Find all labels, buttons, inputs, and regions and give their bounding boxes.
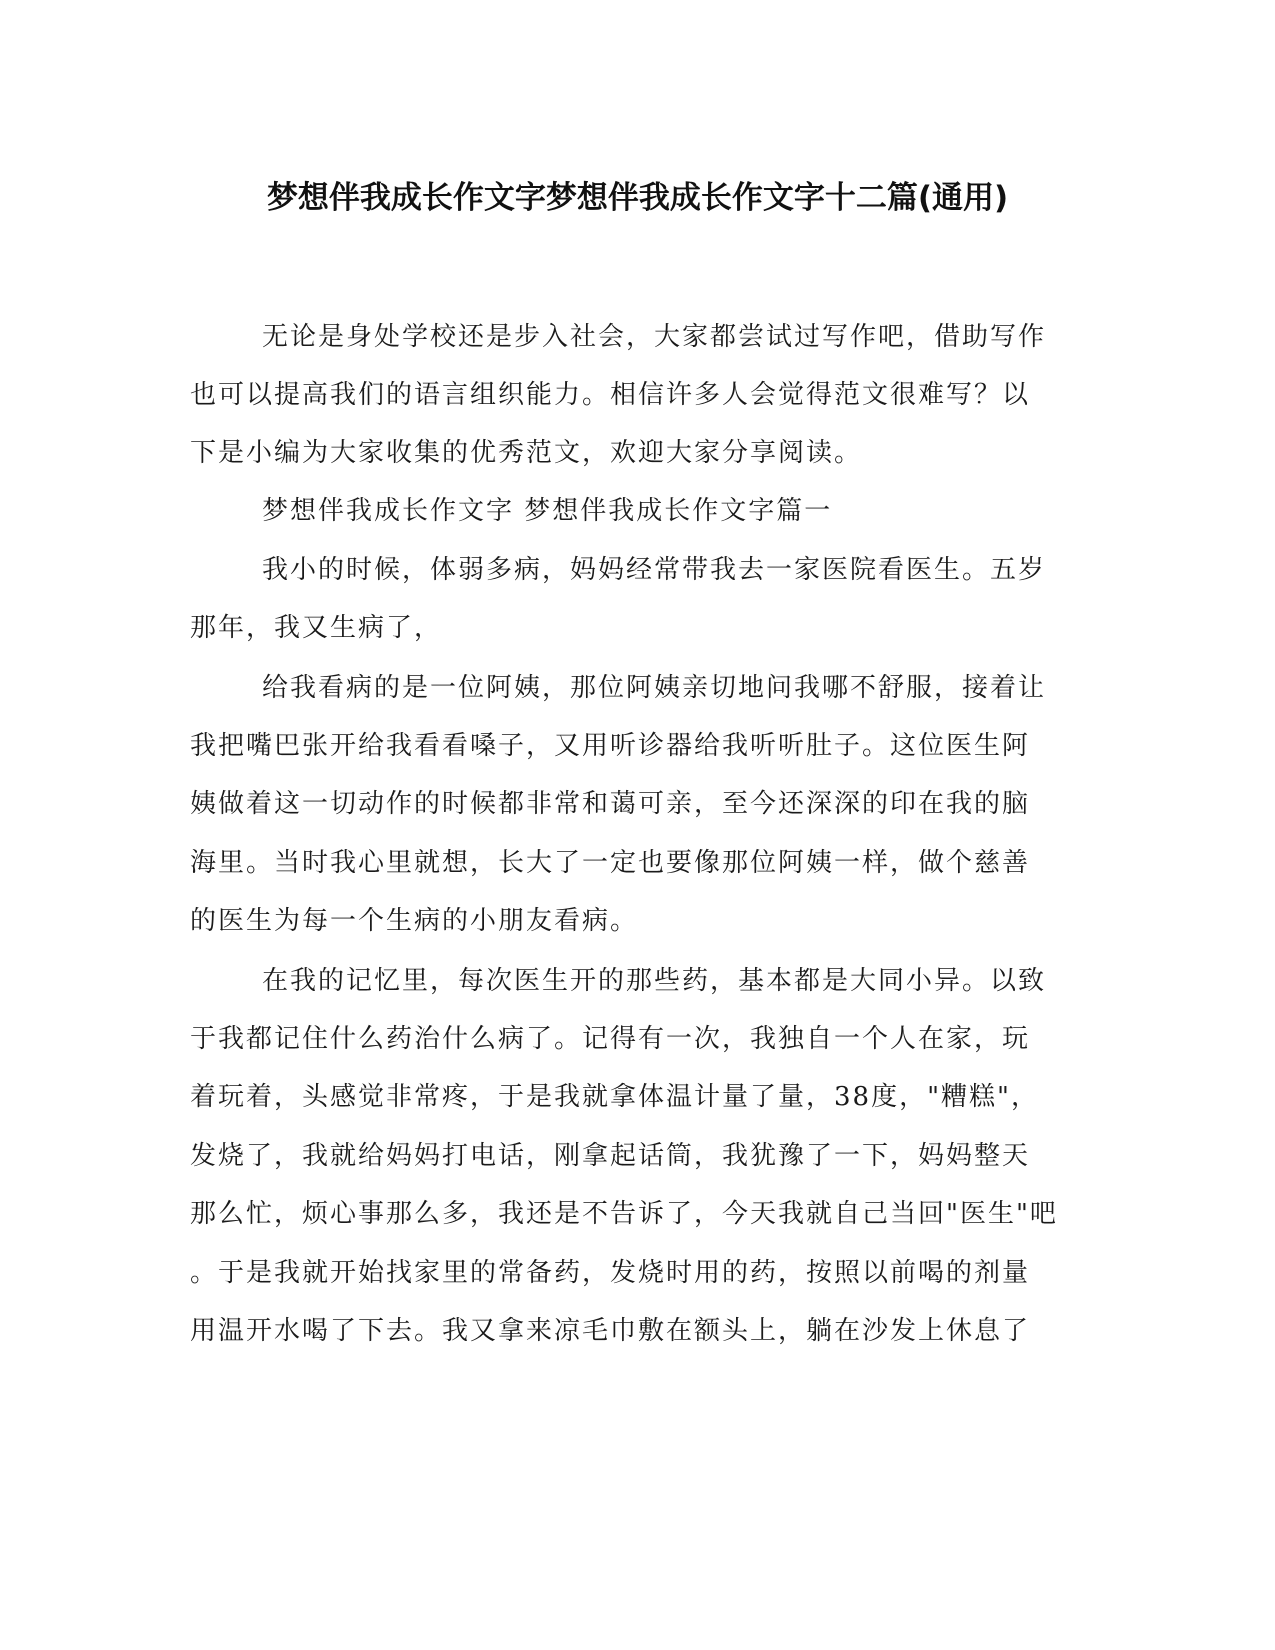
paragraph-line: 海里。当时我心里就想，长大了一定也要像那位阿姨一样，做个慈善 xyxy=(190,848,1031,878)
paragraph-line: 姨做着这一切动作的时候都非常和蔼可亲，至今还深深的印在我的脑 xyxy=(190,789,1031,819)
paragraph-line: 无论是身处学校还是步入社会，大家都尝试过写作吧，借助写作 xyxy=(262,322,1047,352)
paragraph-line: 下是小编为大家收集的优秀范文，欢迎大家分享阅读。 xyxy=(190,438,863,468)
paragraph-line: 着玩着，头感觉非常疼，于是我就拿体温计量了量，38度，"糟糕"， xyxy=(190,1082,1040,1112)
paragraph-line: 我小的时候，体弱多病，妈妈经常带我去一家医院看医生。五岁 xyxy=(262,555,1047,585)
paragraph-line: 。于是我就开始找家里的常备药，发烧时用的药，按照以前喝的剂量 xyxy=(190,1258,1031,1288)
paragraph-line: 的医生为每一个生病的小朋友看病。 xyxy=(190,906,639,936)
paragraph-line: 发烧了，我就给妈妈打电话，刚拿起话筒，我犹豫了一下，妈妈整天 xyxy=(190,1141,1031,1171)
paragraph-line: 也可以提高我们的语言组织能力。相信许多人会觉得范文很难写？以 xyxy=(190,380,1031,410)
document-title: 梦想伴我成长作文字梦想伴我成长作文字十二篇(通用) xyxy=(266,180,1009,216)
paragraph-line: 那年，我又生病了， xyxy=(190,613,443,643)
paragraph-line: 给我看病的是一位阿姨，那位阿姨亲切地问我哪不舒服，接着让 xyxy=(262,673,1047,703)
paragraph-line: 那么忙，烦心事那么多，我还是不告诉了，今天我就自己当回"医生"吧 xyxy=(190,1199,1058,1229)
section-heading: 梦想伴我成长作文字 梦想伴我成长作文字篇一 xyxy=(262,496,833,526)
paragraph-line: 用温开水喝了下去。我又拿来凉毛巾敷在额头上，躺在沙发上休息了 xyxy=(190,1316,1031,1346)
paragraph-line: 于我都记住什么药治什么病了。记得有一次，我独自一个人在家，玩 xyxy=(190,1024,1031,1054)
paragraph-line: 在我的记忆里，每次医生开的那些药，基本都是大同小异。以致 xyxy=(262,966,1047,996)
paragraph-line: 我把嘴巴张开给我看看嗓子，又用听诊器给我听听肚子。这位医生阿 xyxy=(190,731,1031,761)
